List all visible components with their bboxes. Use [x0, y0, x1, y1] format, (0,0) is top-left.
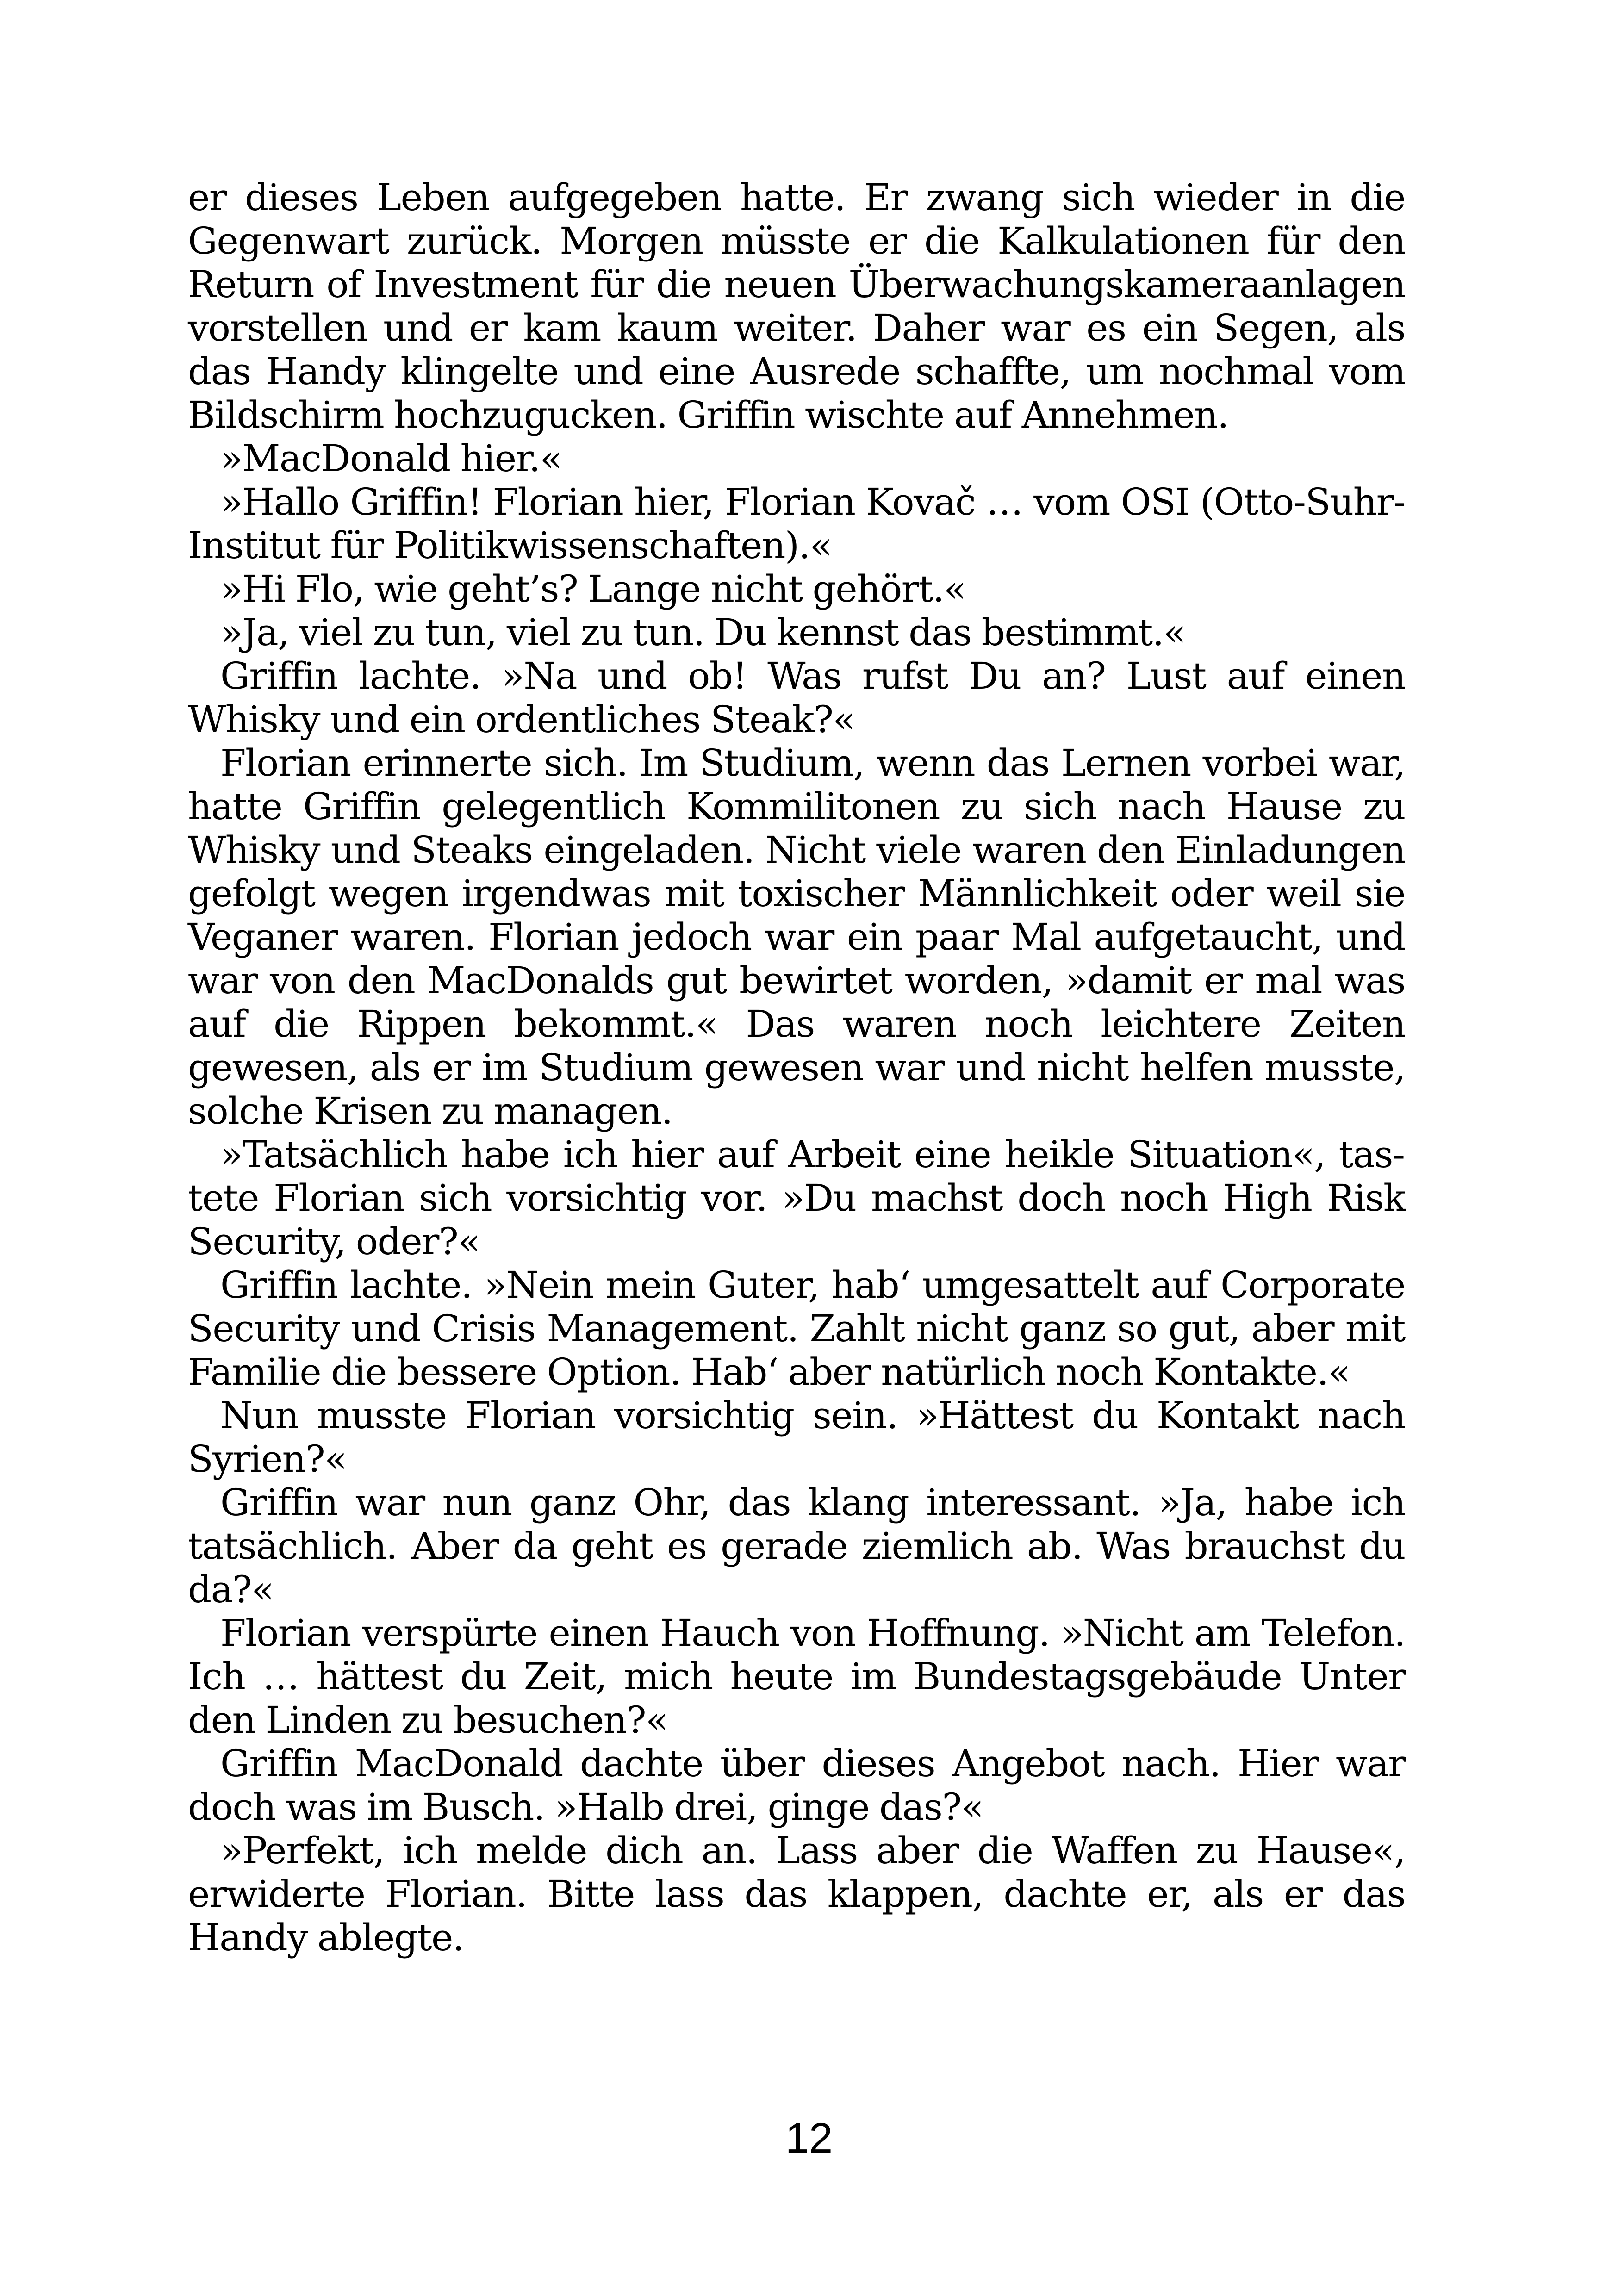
- paragraph: »MacDonald hier.«: [220, 437, 562, 480]
- paragraph: Griffin MacDonald dachte über dieses Angebot nach. Hier war doch was im Busch. »Halb drei, ginge das?«: [188, 1742, 1405, 1829]
- paragraph: Griffin war nun ganz Ohr, das klang interessant. »Ja, habe ich tatsächlich. Aber da geht es gerade ziemlich ab. Was brauchst du da?«: [188, 1481, 1405, 1611]
- paragraph: »Ja, viel zu tun, viel zu tun. Du kennst das bestimmt.«: [220, 611, 1186, 654]
- paragraph: »Perfekt, ich melde dich an. Lass aber die Waffen zu Hause«, erwiderte Florian. Bitte lass das klappen, dachte er, als er das Handy ablegte.: [188, 1829, 1405, 1959]
- paragraph: »Hallo Griffin! Florian hier, Florian Kovač … vom OSI (Otto-Suhr-Institut für Politikwissenschaften).«: [188, 480, 1405, 567]
- paragraph: Griffin lachte. »Na und ob! Was rufst Du an? Lust auf einen Whisky und ein ordentliches Steak?«: [188, 654, 1405, 741]
- paragraph: er dieses Leben aufgegeben hatte. Er zwang sich wieder in die Gegenwart zurück. Morgen müsste er die Kalkulationen für den Return of Investment für die neuen Überwachungskameraanlagen vorstellen und er kam kaum weiter. Daher war es ein Segen, als das Handy klingelte und eine Ausrede schaffte, um nochmal vom Bildschirm hochzugucken. Griffin wischte auf Annehmen.: [188, 176, 1405, 436]
- paragraph: Nun musste Florian vorsichtig sein. »Hättest du Kontakt nach Syrien?«: [188, 1394, 1405, 1481]
- paragraph: »Hi Flo, wie geht’s? Lange nicht gehört.«: [220, 567, 966, 610]
- paragraph: »Tatsächlich habe ich hier auf Arbeit eine heikle Situation«, tastete Florian sich vorsichtig vor. »Du machst doch noch High Risk Security, oder?«: [188, 1133, 1405, 1263]
- paragraph: Griffin lachte. »Nein mein Guter, hab‘ umgesattelt auf Corporate Security und Crisis Management. Zahlt nicht ganz so gut, aber mit Familie die bessere Option. Hab‘ aber natürlich noch Kontakte.«: [188, 1263, 1405, 1394]
- paragraph: Florian erinnerte sich. Im Studium, wenn das Lernen vorbei war, hatte Griffin gelegentlich Kommilitonen zu sich nach Hause zu Whisky und Steaks eingeladen. Nicht viele waren den Einladungen gefolgt wegen irgendwas mit toxischer Männlichkeit oder weil sie Veganer waren. Florian jedoch war ein paar Mal aufgetaucht, und war von den MacDonalds gut bewirtet worden, »damit er mal was auf die Rippen bekommt.« Das waren noch leichtere Zeiten gewesen, als er im Studium gewesen war und nicht helfen musste, solche Krisen zu managen.: [188, 741, 1405, 1132]
- paragraph: Florian verspürte einen Hauch von Hoffnung. »Nicht am Telefon. Ich … hättest du Zeit, mich heute im Bundestagsgebäude Unter den Linden zu besuchen?«: [188, 1612, 1405, 1742]
- page-number: 12: [785, 2115, 833, 2162]
- body-text: [188, 176, 1405, 1960]
